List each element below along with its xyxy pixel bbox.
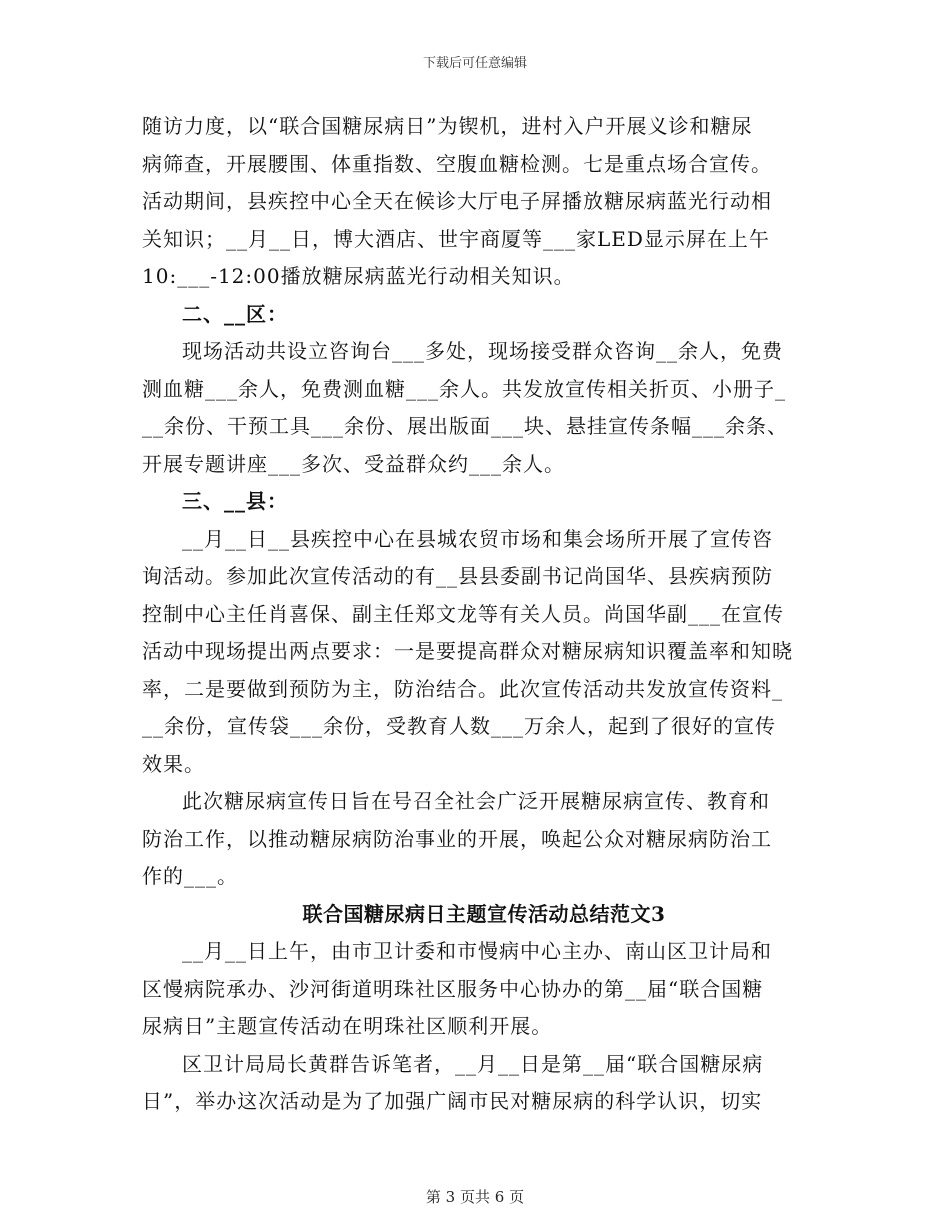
section-heading-district: 二、__区： [182, 301, 288, 326]
page-footer: 第 3 页共 6 页 [425, 1188, 525, 1206]
paragraph-director-quote: 区卫计局局长黄群告诉笔者，__月__日是第__届“联合国糖尿病 日”，举办这次活动是为了加强广阔市民对糖尿病的科学认识，切实 [142, 1051, 764, 1113]
paragraph-continuation: 随访力度，以“联合国糖尿病日”为锲机，进村入户开展义诊和糖尿 病筛查，开展腰围、体重指数、空腹血糖检测。七是重点场合宣传。 活动期间，县疾控中心全天在候诊大厅电子屏播放糖尿病蓝光行动相 关知识；__月__日，博大酒店、世宇商厦等___家LED显示屏在上午 10:___-12:00播放糖尿病蓝光行动相关知识。 [142, 114, 772, 288]
paragraph-event-intro: __月__日上午，由市卫计委和市慢病中心主办、南山区卫计局和 区慢病院承办、沙河街道明珠社区服务中心协办的第__届“联合国糖 尿病日”主题宣传活动在明珠社区顺利开展。 [142, 939, 772, 1038]
document-body [142, 108, 798, 1121]
page-header: 下载后可任意编辑 [422, 56, 527, 71]
paragraph-county-activities: __月__日__县疾控中心在县城农贸市场和集会场所开展了宣传咨 询活动。参加此次宣传活动的有__县县委副书记尚国华、县疾病预防 控制中心主任肖喜保、副主任郑文龙等有关人员。尚国华副___在宣传 活动中现场提出两点要求：一是要提高群众对糖尿病知识覆盖率和知晓 率，二是要做到预防为主，防治结合。此次宣传活动共发放宣传资料_ __余份，宣传袋___余份，受教育人数___万余人，起到了很好的宣传 效果。 [142, 526, 793, 776]
paragraph-summary: 此次糖尿病宣传日旨在号召全社会广泛开展糖尿病宣传、教育和 防治工作，以推动糖尿病防治事业的开展，唤起公众对糖尿病防治工 作的___。 [142, 789, 772, 888]
section-heading-county: 三、__县： [182, 489, 288, 513]
article-title: 联合国糖尿病日主题宣传活动总结范文3 [302, 901, 666, 926]
paragraph-district-activities: 现场活动共设立咨询台___多处，现场接受群众咨询__余人，免费 测血糖___余人，免费测血糖___余人。共发放宣传相关折页、小册子_ __余份、干预工具___余份、展出版面___块、悬挂宣传条幅___余条、 开展专题讲座___多次、受益群众约___余人。 [142, 339, 788, 476]
